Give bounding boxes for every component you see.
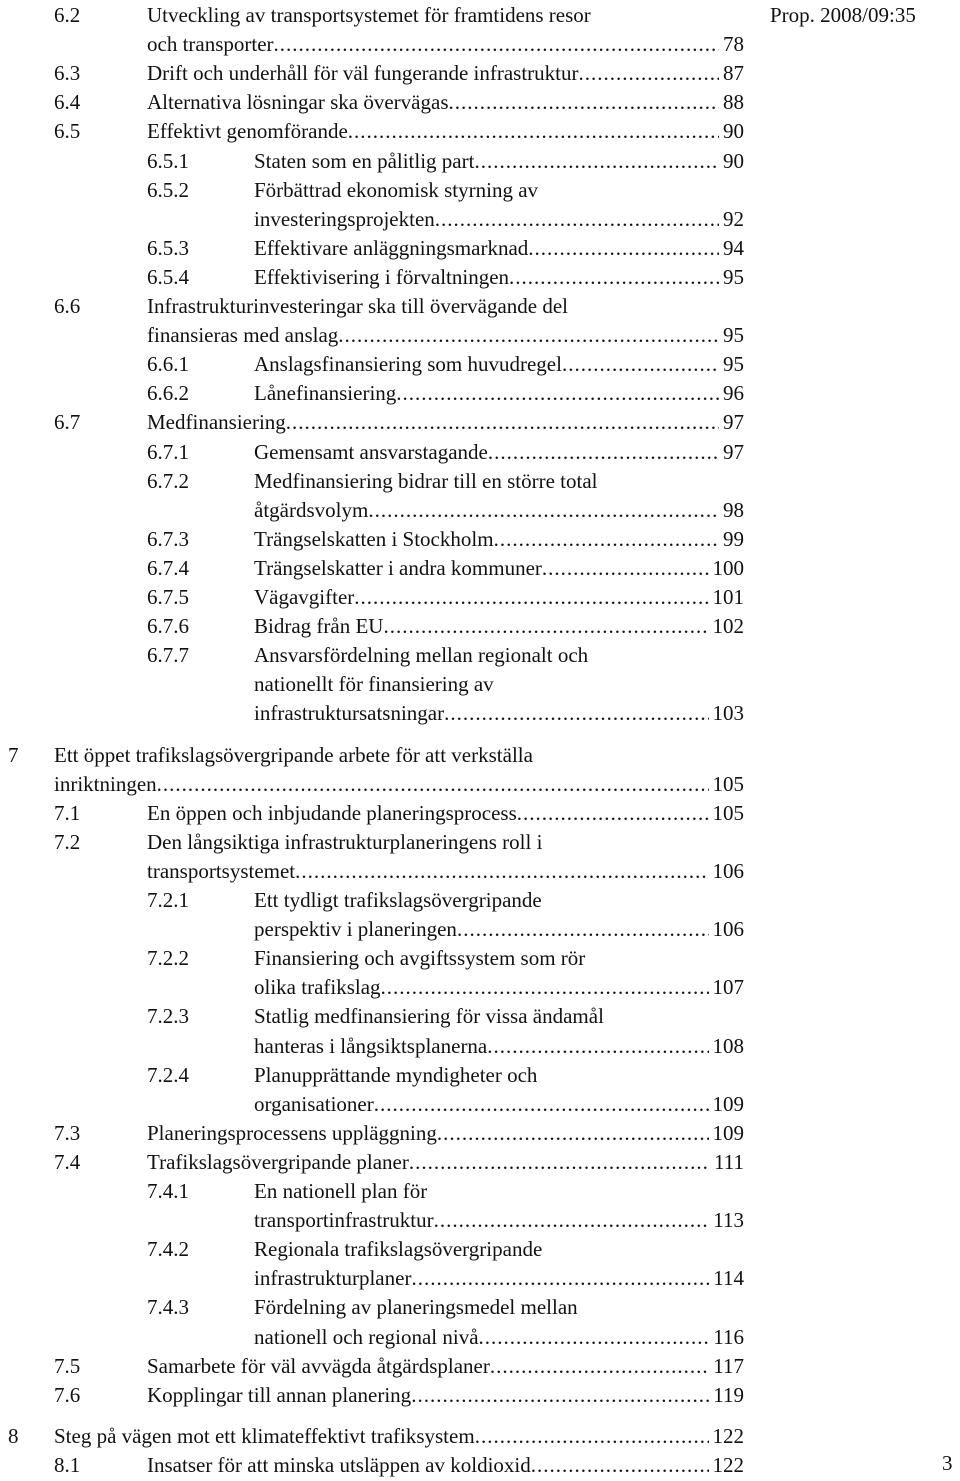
toc-entry-link[interactable]: [147, 1120, 744, 1146]
dot-leader: [434, 1207, 710, 1233]
toc-entry-title: infrastruktursatsningar: [254, 701, 445, 726]
toc-entry-title: Ansvarsfördelning mellan regionalt och: [254, 643, 589, 668]
toc-entry-link[interactable]: [254, 526, 744, 552]
toc-page-number: 78: [723, 32, 744, 57]
toc-entry-title: Fördelning av planeringsmedel mellan: [254, 1295, 578, 1320]
toc-entry-title: olika trafikslag: [254, 975, 381, 1000]
toc-entry-title: åtgärdsvolym: [254, 497, 369, 522]
toc-entry-title: infrastrukturplaner: [254, 1266, 412, 1291]
toc-entry-title: Effektivt genomförande: [147, 119, 348, 144]
toc-page-number: 109: [712, 1120, 744, 1145]
dot-leader: [579, 60, 719, 86]
toc-entry-link[interactable]: [147, 1382, 744, 1408]
toc-entry-number: 7.1: [54, 800, 81, 825]
toc-entry-number: 6.5.2: [147, 177, 189, 202]
toc-page-number: 106: [712, 858, 744, 883]
toc-entry-title: perspektiv i planeringen: [254, 917, 457, 942]
toc-page-number: 117: [713, 1353, 744, 1378]
dot-leader: [374, 1091, 709, 1117]
toc-page-number: 106: [712, 917, 744, 942]
toc-entry-number: 6.7.7: [147, 643, 189, 668]
toc-entry-title: Lånefinansiering: [254, 381, 397, 406]
toc-entry-number: 7.2.4: [147, 1062, 189, 1087]
toc-entry-title: Medfinansiering: [147, 410, 286, 435]
dot-leader: [449, 89, 720, 115]
page-number: 3: [942, 1451, 953, 1475]
toc-entry-title: Planeringsprocessens uppläggning: [147, 1120, 437, 1145]
toc-page-number: 96: [723, 381, 744, 406]
dot-leader: [517, 800, 709, 826]
toc-entry-title: nationell och regional nivå: [254, 1324, 479, 1349]
dot-leader: [494, 526, 719, 552]
toc-entry-link[interactable]: [147, 1353, 744, 1379]
toc-entry-link[interactable]: [254, 264, 744, 290]
toc-entry-title: Alternativa lösningar ska övervägas: [147, 90, 449, 115]
toc-entry-number: 6.7: [54, 410, 81, 435]
dot-leader: [444, 700, 708, 726]
toc-entry-number: 6.7.2: [147, 468, 189, 493]
toc-page-number: 87: [723, 61, 744, 86]
toc-entry-title: och transporter: [147, 32, 274, 57]
toc-entry-link[interactable]: [254, 1033, 744, 1059]
toc-page-number: 105: [712, 800, 744, 825]
toc-entry-title: Finansiering och avgiftssystem som rör: [254, 946, 586, 971]
toc-entry-title: transportinfrastruktur: [254, 1208, 434, 1233]
toc-entry-number: 6.5.3: [147, 235, 189, 260]
dot-leader: [474, 148, 719, 174]
toc-entry-link[interactable]: [254, 1324, 744, 1350]
toc-entry-link[interactable]: [254, 613, 744, 639]
toc-entry-title: Effektivare anläggningsmarknad: [254, 235, 529, 260]
toc-entry-title: investeringsprojekten: [254, 206, 435, 231]
toc-entry-title: En öppen och inbjudande planeringsprocess: [147, 800, 517, 825]
toc-entry-link[interactable]: [147, 1149, 744, 1175]
dot-leader: [542, 555, 709, 581]
toc-entry-number: 7.2.2: [147, 946, 189, 971]
toc-page-number: 88: [723, 90, 744, 115]
toc-entry-number: 6.7.6: [147, 614, 189, 639]
toc-entry-link[interactable]: [147, 800, 744, 826]
toc-page-number: 92: [723, 206, 744, 231]
toc-entry-number: 7.2.1: [147, 888, 189, 912]
toc-page-number: 101: [712, 585, 744, 609]
toc-entry-title: nationellt för finansiering av: [254, 672, 494, 697]
toc-entry-title: Utveckling av transportsystemet för framtidens resor: [147, 3, 591, 27]
toc-entry-number: 6.2: [54, 3, 81, 27]
toc-entry-link[interactable]: [254, 555, 744, 581]
toc-page-number: 97: [723, 439, 744, 464]
toc-page-number: 95: [723, 264, 744, 289]
toc-entry-number: 7.4: [54, 1149, 81, 1174]
dot-leader: [528, 235, 719, 261]
toc-page-number: 111: [714, 1149, 744, 1174]
dot-leader: [411, 1265, 709, 1291]
toc-page-number: 122: [712, 1452, 744, 1477]
toc-entry-number: 6.5.4: [147, 264, 189, 289]
toc-entry-number: 7.4.1: [147, 1179, 189, 1203]
toc-entry-link[interactable]: [254, 497, 744, 523]
dot-leader: [488, 439, 719, 465]
toc-entry-link[interactable]: [147, 1452, 744, 1478]
toc-entry-link[interactable]: [254, 584, 744, 610]
toc-entry-link[interactable]: [254, 148, 744, 174]
dot-leader: [409, 1149, 710, 1175]
toc-entry-number: 6.6.2: [147, 381, 189, 406]
toc-entry-title: Medfinansiering bidrar till en större total: [254, 468, 598, 493]
toc-page-number: 98: [723, 497, 744, 522]
dot-leader: [396, 380, 719, 406]
toc-entry-link[interactable]: [254, 700, 744, 726]
toc-entry-title: Samarbete för väl avvägda åtgärdsplaner: [147, 1353, 490, 1378]
toc-entry-number: 7.4.2: [147, 1237, 189, 1262]
dot-leader: [531, 1452, 709, 1478]
dot-leader: [381, 974, 709, 1000]
toc-entry-number: 6.7.5: [147, 585, 189, 609]
toc-entry-title: Ett tydligt trafikslagsövergripande: [254, 888, 542, 912]
toc-entry-number: 6.6: [54, 294, 81, 318]
toc-entry-title: Effektivisering i förvaltningen: [254, 264, 510, 289]
toc-entry-title: organisationer: [254, 1091, 374, 1116]
toc-page-number: 103: [712, 701, 744, 726]
toc-entry-link[interactable]: [254, 206, 744, 232]
toc-entry-title: Insatser för att minska utsläppen av koldioxid: [147, 1452, 531, 1477]
toc-entry-number: 6.5: [54, 119, 81, 144]
toc-entry-title: Statlig medfinansiering för vissa ändamål: [254, 1004, 604, 1029]
toc-entry-link[interactable]: [147, 409, 744, 435]
toc-page-number: 105: [712, 771, 744, 796]
toc-entry-title: Regionala trafikslagsövergripande: [254, 1237, 543, 1262]
toc-entry-number: 7.3: [54, 1120, 81, 1145]
toc-page-number: 116: [713, 1324, 744, 1349]
toc-entry-number: 6.5.1: [147, 148, 189, 173]
toc-entry-link[interactable]: [147, 322, 744, 348]
toc-page-number: 90: [723, 119, 744, 144]
dot-leader: [157, 771, 709, 797]
dot-leader: [295, 858, 708, 884]
toc-entry-number: 8.1: [54, 1452, 81, 1477]
dot-leader: [457, 916, 709, 942]
toc-entry-link[interactable]: [147, 89, 744, 115]
toc-entry-title: Staten som en pålitlig part: [254, 148, 475, 173]
toc-entry-number: 7.2: [54, 829, 81, 854]
dot-leader: [562, 351, 719, 377]
toc-entry-number: 6.7.3: [147, 526, 189, 551]
toc-entry-link[interactable]: [254, 235, 744, 261]
toc-entry-number: 6.7.1: [147, 439, 189, 464]
dot-leader: [411, 1382, 709, 1408]
toc-page-number: 97: [723, 410, 744, 435]
toc-entry-title: Trängselskatten i Stockholm: [254, 526, 494, 551]
toc-entry-number: 6.3: [54, 61, 81, 86]
toc-entry-link[interactable]: [254, 351, 744, 377]
toc-entry-title: Planupprättande myndigheter och: [254, 1062, 538, 1087]
toc-page-number: 109: [712, 1091, 744, 1116]
toc-entry-title: Förbättrad ekonomisk styrning av: [254, 177, 539, 202]
dot-leader: [338, 322, 719, 348]
dot-leader: [368, 497, 719, 523]
dot-leader: [509, 264, 719, 290]
toc-entry-number: 6.4: [54, 90, 81, 115]
toc-entry-title: Den långsiktiga infrastrukturplaneringens roll i: [147, 829, 543, 854]
toc-entry-title: Drift och underhåll för väl fungerande infrastruktur: [147, 61, 579, 86]
toc-page-number: 113: [713, 1208, 744, 1233]
toc-entry-title: finansieras med anslag: [147, 323, 339, 348]
toc-page-number: 100: [712, 555, 744, 580]
dot-leader: [354, 584, 708, 610]
dot-leader: [475, 1423, 709, 1449]
toc-page-number: 102: [712, 614, 744, 639]
toc-page-number: 122: [712, 1423, 744, 1448]
toc-entry-number: 7.5: [54, 1353, 81, 1378]
dot-leader: [437, 1120, 709, 1146]
toc-page-number: 114: [713, 1266, 744, 1291]
toc-page-number: 90: [723, 148, 744, 173]
toc-page-number: 108: [712, 1033, 744, 1058]
dot-leader: [479, 1324, 710, 1350]
toc-entry-title: Vägavgifter: [254, 585, 355, 609]
toc-entry-number: 7.4.3: [147, 1295, 189, 1320]
toc-entry-title: Bidrag från EU: [254, 614, 384, 639]
toc-entry-number: 7.2.3: [147, 1004, 189, 1029]
dot-leader: [490, 1353, 709, 1379]
dot-leader: [274, 31, 719, 57]
toc-entry-title: inriktningen: [54, 771, 157, 796]
toc-page-number: 95: [723, 323, 744, 348]
toc-entry-title: Anslagsfinansiering som huvudregel: [254, 352, 562, 377]
toc-entry-link[interactable]: [254, 974, 744, 1000]
toc-entry-title: Kopplingar till annan planering: [147, 1382, 412, 1407]
toc-entry-link[interactable]: [254, 916, 744, 942]
toc-entry-link[interactable]: [254, 380, 744, 406]
toc-entry-link[interactable]: [54, 1423, 744, 1449]
toc-page-number: 94: [723, 235, 744, 260]
toc-entry-link[interactable]: [254, 1207, 744, 1233]
toc-entry-number: 7.6: [54, 1382, 81, 1407]
toc-entry-number: 6.6.1: [147, 352, 189, 377]
toc-entry-link[interactable]: [254, 1265, 744, 1291]
dot-leader: [286, 409, 719, 435]
toc-entry-title: Steg på vägen mot ett klimateffektivt trafiksystem: [54, 1423, 475, 1448]
dot-leader: [435, 206, 719, 232]
dot-leader: [487, 1033, 708, 1059]
toc-entry-number: 6.7.4: [147, 555, 189, 580]
dot-leader: [383, 613, 708, 639]
toc-entry-link[interactable]: [254, 439, 744, 465]
proposition-number: Prop. 2008/09:35: [770, 3, 916, 27]
toc-entry-number: 8: [8, 1423, 19, 1448]
toc-entry-title: hanteras i långsiktsplanerna: [254, 1033, 488, 1058]
toc-entry-title: Gemensamt ansvarstagande: [254, 439, 488, 464]
toc-entry-link[interactable]: [147, 31, 744, 57]
toc-entry-link[interactable]: [147, 118, 744, 144]
toc-page-number: 99: [723, 526, 744, 551]
toc-entry-link[interactable]: [147, 60, 744, 86]
toc-page-number: 119: [713, 1382, 744, 1407]
toc-entry-link[interactable]: [147, 858, 744, 884]
toc-entry-title: transportsystemet: [147, 858, 296, 883]
toc-page-number: 107: [712, 975, 744, 1000]
toc-entry-title: Trafikslagsövergripande planer: [147, 1149, 409, 1174]
toc-entry-title: Infrastrukturinvesteringar ska till övervägande del: [147, 294, 569, 318]
toc-entry-title: Trängselskatter i andra kommuner: [254, 555, 542, 580]
toc-entry-number: 7: [8, 742, 19, 767]
toc-entry-link[interactable]: [254, 1091, 744, 1117]
dot-leader: [348, 118, 719, 144]
toc-entry-link[interactable]: [54, 771, 744, 797]
toc-entry-title: Ett öppet trafikslagsövergripande arbete för att verkställa: [54, 742, 533, 767]
toc-entry-title: En nationell plan för: [254, 1179, 428, 1203]
toc-page-number: 95: [723, 352, 744, 377]
